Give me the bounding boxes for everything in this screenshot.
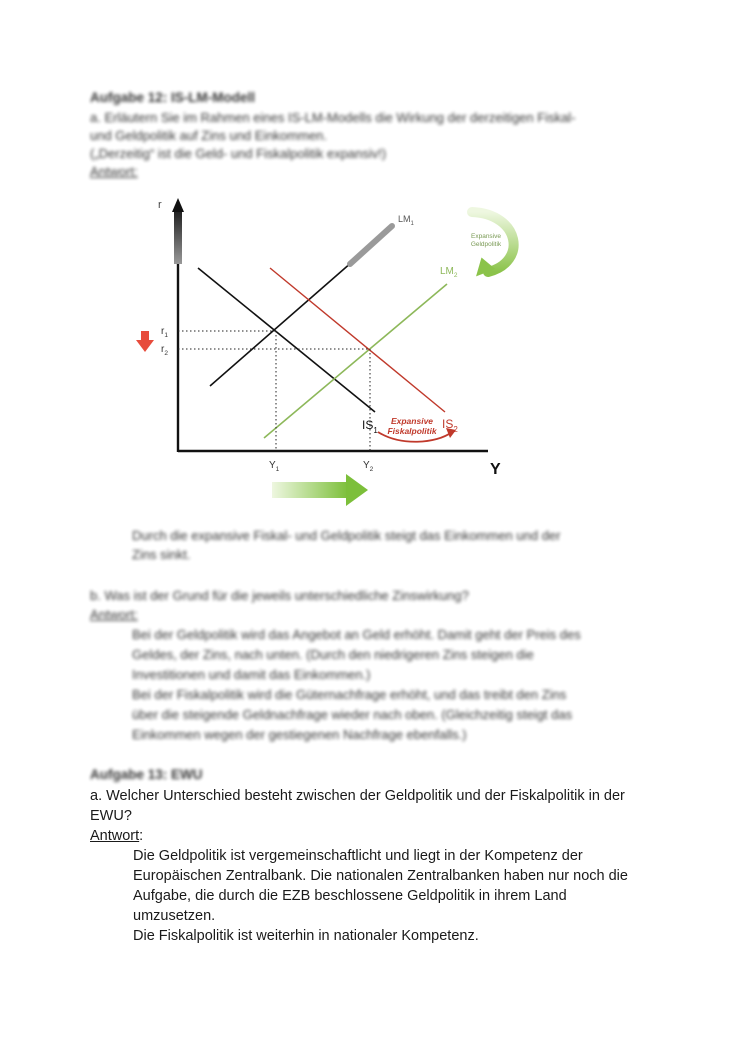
task12-antwort-label: Antwort: <box>90 164 138 179</box>
r1-label: $r_1$ <box>161 326 168 339</box>
is-lm-diagram <box>0 0 750 520</box>
expansive-geld-line1: Expansive <box>471 233 501 240</box>
lm1-curve <box>210 262 352 386</box>
x-axis-label: Y <box>490 461 501 478</box>
is1-curve <box>198 268 375 412</box>
lm1-curve-end <box>350 226 392 264</box>
task13-heading: Aufgabe 13: EWU <box>90 767 203 782</box>
task12-answer-b-line1: Bei der Geldpolitik wird das Angebot an Geld erhöht. Damit geht der Preis des <box>132 627 581 642</box>
task13-answer-line5: Die Fiskalpolitik ist weiterhin in nationaler Kompetenz. <box>133 928 479 944</box>
is2-curve <box>270 268 445 412</box>
task13-antwort-colon: : <box>139 828 144 844</box>
task13-answer-line3: Aufgabe, die durch die EZB beschlossene Geldpolitik in ihrem Land <box>133 888 567 904</box>
task12-answer-b-line3: Investitionen und damit das Einkommen.) <box>132 667 371 682</box>
expansive-geld-line2: Geldpolitik <box>470 241 502 248</box>
task13-answer-line2: Europäischen Zentralbank. Die nationalen Zentralbanken haben nur noch die <box>133 868 628 884</box>
task12-answer-b-line2: Geldes, der Zins, nach unten. (Durch den niedrigeren Zins steigen die <box>132 647 534 662</box>
y1-label: $Y_1$ <box>269 460 280 473</box>
r2-label: $r_2$ <box>161 344 168 357</box>
task12-antwort-b-label: Antwort: <box>90 607 138 622</box>
task12-answer-b-line4: Bei der Fiskalpolitik wird die Güternachfrage erhöht, und das treibt den Zins <box>132 687 567 702</box>
y-axis-shade <box>174 212 182 264</box>
task12-conclusion-line2: Zins sinkt. <box>132 547 191 562</box>
task12-conclusion-line1: Durch die expansive Fiskal- und Geldpolitik steigt das Einkommen und der <box>132 528 561 543</box>
lm2-label: $LM_2$ <box>440 266 458 279</box>
interest-falls-arrow-icon <box>136 331 154 352</box>
task12-question-a-line3: („Derzeitig“ ist die Geld- und Fiskalpolitik expansiv!) <box>90 146 387 161</box>
task13-question-a-line2: EWU? <box>90 808 132 824</box>
task12-question-a-line1: a. Erläutern Sie im Rahmen eines IS-LM-Modells die Wirkung der derzeitigen Fiskal- <box>90 110 576 125</box>
task12-answer-b-line5: über die steigende Geldnachfrage wieder nach oben. (Gleichzeitig steigt das <box>132 707 573 722</box>
y-axis-label: r <box>158 199 162 211</box>
lm2-curve <box>264 284 447 438</box>
task12-answer-b-line6: Einkommen wegen der gestiegenen Nachfrage ebenfalls.) <box>132 727 467 742</box>
y-axis-arrowhead <box>172 198 184 212</box>
y2-label: $Y_2$ <box>363 460 374 473</box>
task12-heading: Aufgabe 12: IS-LM-Modell <box>90 90 255 105</box>
is2-label: $IS_2$ <box>442 417 458 434</box>
task13-antwort <box>90 826 143 846</box>
task12-question-a-line2: und Geldpolitik auf Zins und Einkommen. <box>90 128 328 143</box>
task13-question-a-line1: a. Welcher Unterschied besteht zwischen der Geldpolitik und der Fiskalpolitik in der <box>90 788 625 804</box>
expansive-fiskal-line2: Fiskalpolitik <box>387 426 437 436</box>
task13-antwort-label: Antwort <box>90 828 140 844</box>
task13-answer-line1: Die Geldpolitik ist vergemeinschaftlicht und liegt in der Kompetenz der <box>133 848 583 864</box>
lm1-label: $LM_1$ <box>398 214 414 227</box>
task12-question-b: b. Was ist der Grund für die jeweils unterschiedliche Zinswirkung? <box>90 588 469 603</box>
task13-answer-line4: umzusetzen. <box>133 908 216 924</box>
income-rises-arrow-icon <box>272 474 368 506</box>
is1-label: $IS_1$ <box>362 418 378 435</box>
expansive-fiskal-line1: Expansive <box>390 416 434 426</box>
